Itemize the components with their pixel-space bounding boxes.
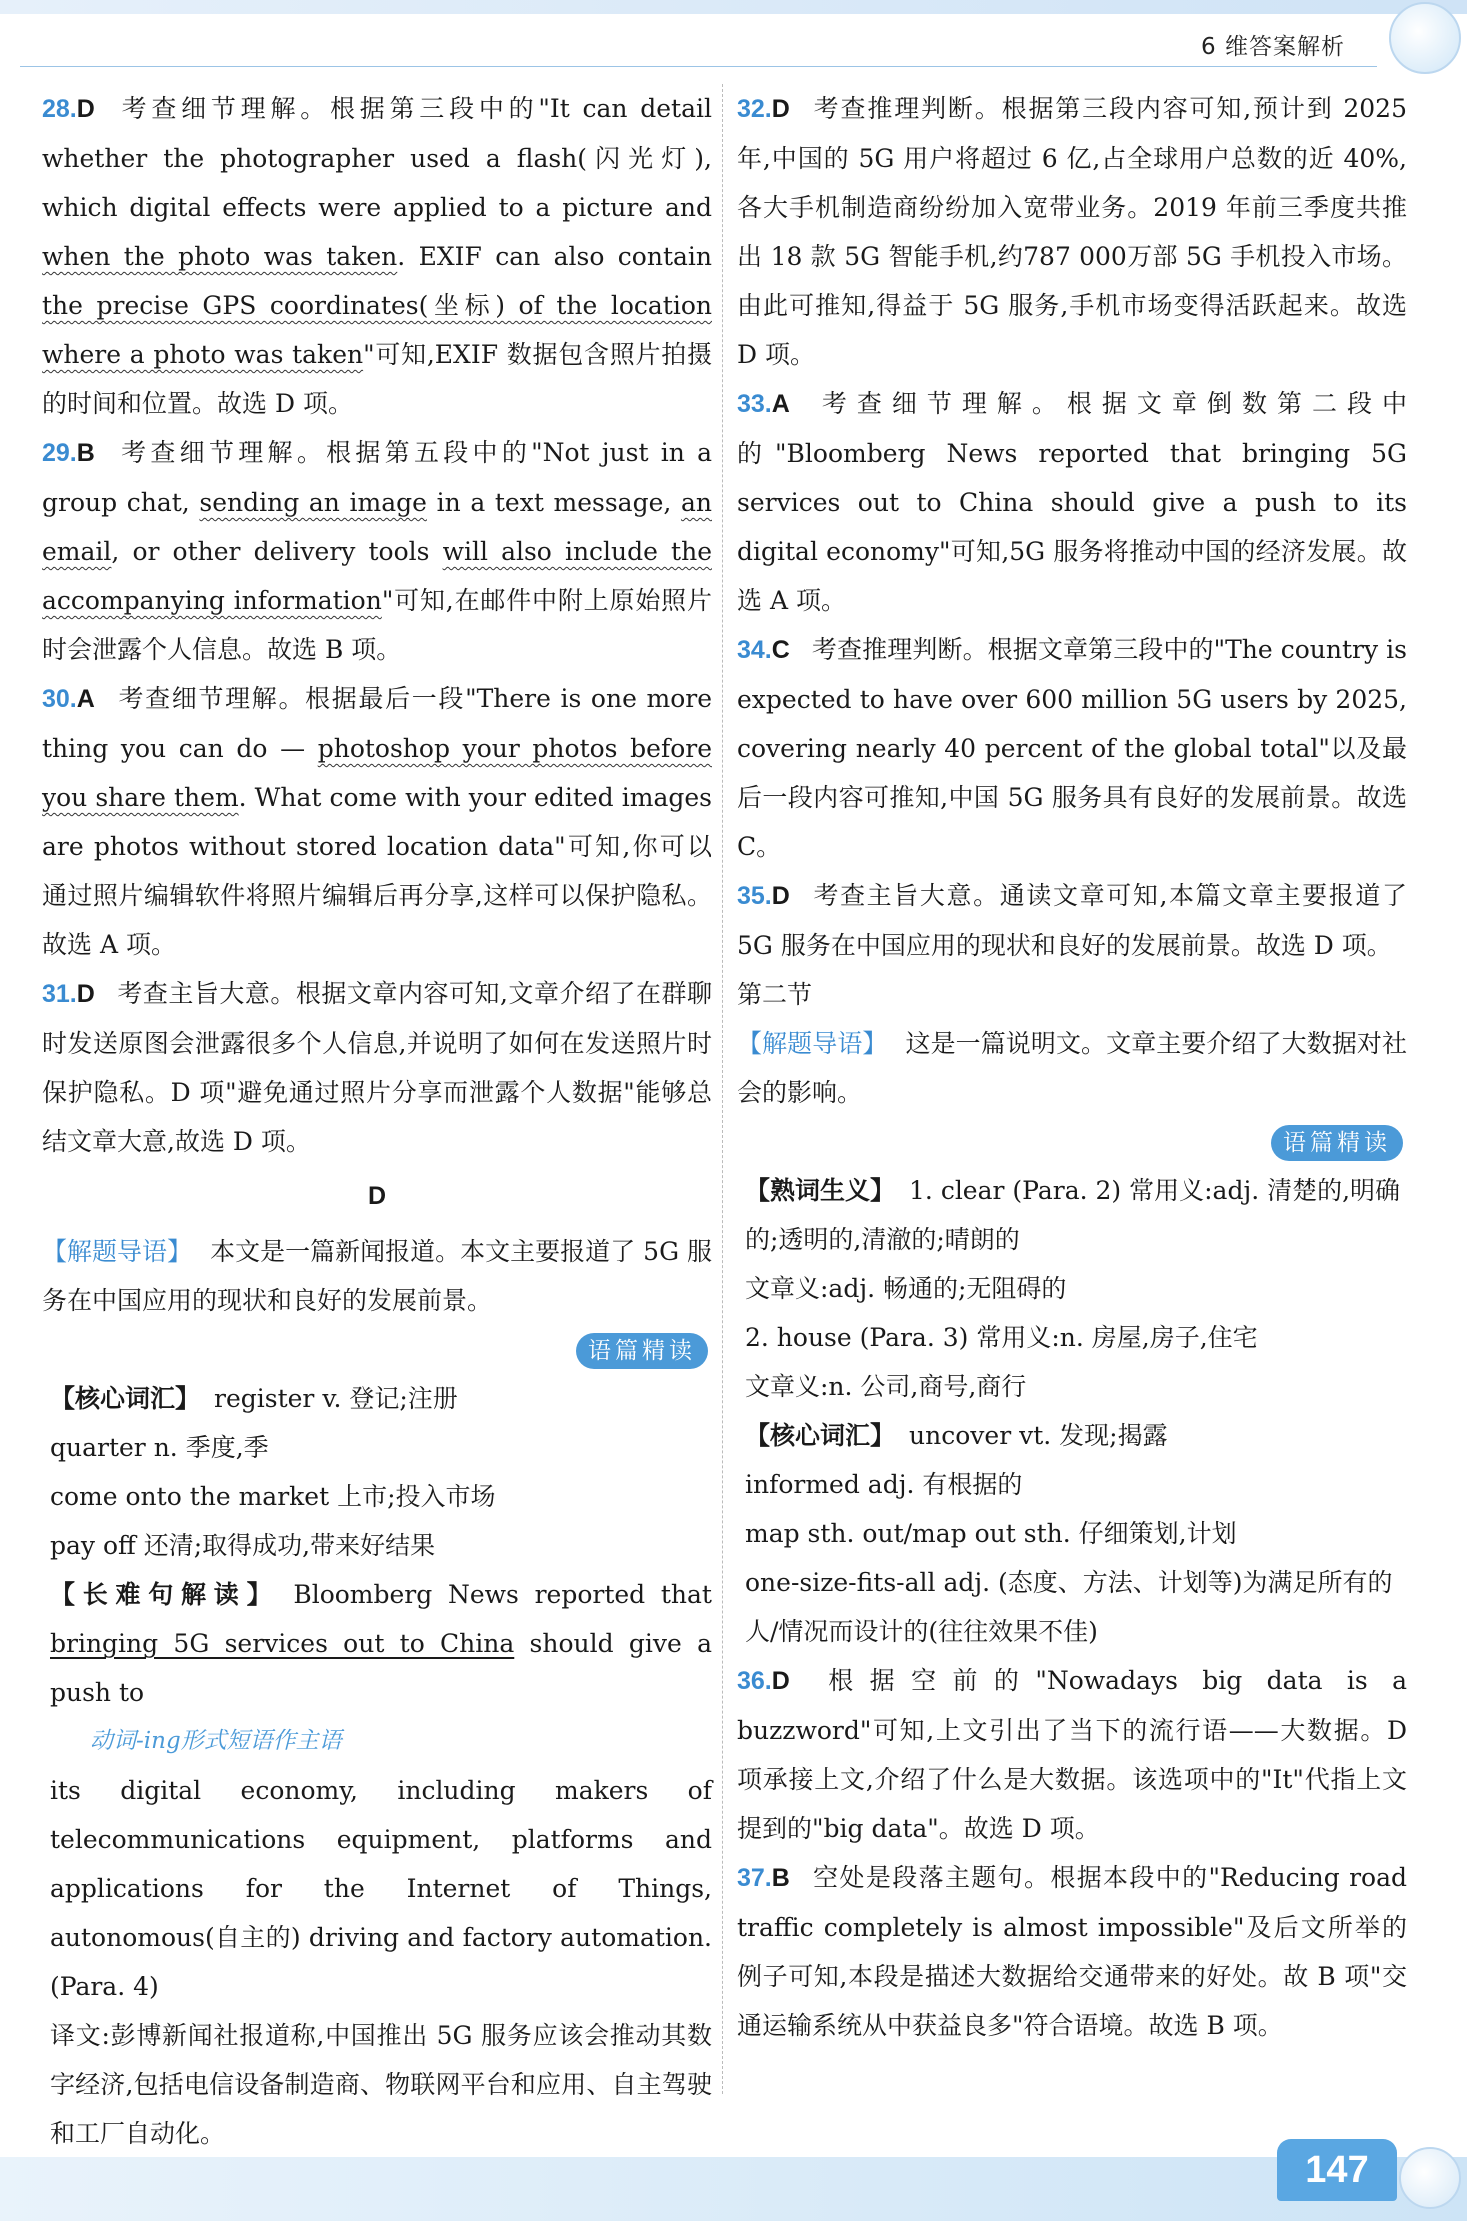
section-heading-2: 第二节: [737, 980, 813, 1009]
answer-33: 33.A 考查细节理解。根据文章倒数第二段中的"Bloomberg News reported that bringing 5G services out to China should give a push to its digital economy"可知,5G 服务将推动中国的经济发展。故选 A 项。: [737, 389, 1407, 615]
guide-paragraph: 【解题导语】 本文是一篇新闻报道。本文主要报道了 5G 服务在中国应用的现状和良好的发展前景。: [42, 1237, 712, 1315]
guide-label-right: 【解题导语】: [737, 1029, 888, 1058]
footer-decor-bar: [0, 2157, 1467, 2221]
answer-28: 28.D 考查细节理解。根据第三段中的"It can detail whether the photographer used a flash(闪光灯), which digital effects were applied to a picture and when the photo was taken. EXIF can also contain the precise GPS coordinates(坐标) of the location where a photo was taken"可知,EXIF 数据包含照片拍摄的时间和位置。故选 D 项。: [42, 94, 713, 418]
vocab-line-4: pay off 还清;取得成功,带来好结果: [50, 1531, 436, 1560]
page-number: 147: [1277, 2139, 1397, 2201]
column-divider: [722, 84, 723, 2094]
familiar-line-4: 文章义:n. 公司,商号,商行: [745, 1372, 1027, 1401]
header-rule: [20, 66, 1377, 67]
grammar-note: 动词-ing形式短语作主语: [90, 1728, 342, 1754]
vocab-right-line-4: one-size-fits-all adj. (态度、方法、计划等)为满足所有的人/情况而设计的(往往效果不佳): [745, 1568, 1393, 1646]
long-sentence-block: 【长难句解读】 Bloomberg News reported that bringing 5G services out to China should give a push to 动词-ing形式短语作主语 its digital economy, including makers of telecommunications equipment, platforms and applications for the Internet of Things, autonomous(自主的) driving and factory automation. (Para. 4) 译文:彭博新闻社报道称,中国推出 5G 服务应该会推动其数字经济,包括电信设备制造商、物联网平台和应用、自主驾驶和工厂自动化。: [42, 1570, 712, 2158]
answer-36: 36.D 根据空前的"Nowadays big data is a buzzword"可知,上文引出了当下的流行语——大数据。D 项承接上文,介绍了什么是大数据。该选项中的"It"代指上文提到的"big data"。故选 D 项。: [737, 1666, 1407, 1843]
core-vocab-block-right: 【核心词汇】 uncover vt. 发现;揭露 informed adj. 有根据的 map sth. out/map out sth. 仔细策划,计划 one-size-fits-all adj. (态度、方法、计划等)为满足所有的人/情况而设计的(往往效果不佳): [737, 1411, 1407, 1656]
mascot-logo-icon: [1389, 2, 1461, 74]
answer-37: 37.B 空处是段落主题句。根据本段中的"Reducing road traffic completely is almost impossible"及后文所举的例子可知,本段是描述大数据给交通带来的好处。故 B 项"交通运输系统从中获益良多"符合语境。故选 B 项。: [737, 1863, 1407, 2040]
vocab-line-1: 【核心词汇】 register v. 登记;注册: [50, 1384, 458, 1413]
close-reading-badge: 语篇精读: [576, 1333, 708, 1369]
mascot-star-icon: [1399, 2147, 1461, 2209]
familiar-line-2: 文章义:adj. 畅通的;无阻碍的: [745, 1274, 1067, 1303]
left-column: [42, 84, 712, 2158]
right-column: [737, 84, 1407, 2050]
answer-35: 35.D 考查主旨大意。通读文章可知,本篇文章主要报道了 5G 服务在中国应用的现状和良好的发展前景。故选 D 项。: [737, 881, 1407, 960]
answer-31: 31.D 考查主旨大意。根据文章内容可知,文章介绍了在群聊时发送原图会泄露很多个人信息,并说明了如何在发送照片时保护隐私。D 项"避免通过照片分享而泄露个人数据"能够总结文章大意,故选 D 项。: [42, 979, 712, 1156]
answer-32: 32.D 考查推理判断。根据第三段内容可知,预计到 2025 年,中国的 5G 用户将超过 6 亿,占全球用户总数的近 40%,各大手机制造商纷纷加入宽带业务。2019 年前三季度共推出 18 款 5G 智能手机,约787 000万部 5G 手机投入市场。由此可推知,得益于 5G 服务,手机市场变得活跃起来。故选 D 项。: [737, 94, 1407, 369]
guide-label: 【解题导语】: [42, 1237, 193, 1266]
answer-29: 29.B 考查细节理解。根据第五段中的"Not just in a group chat, sending an image in a text message, an email, or other delivery tools will also include the accompanying information"可知,在邮件中附上原始照片时会泄露个人信息。故选 B 项。: [42, 438, 712, 664]
core-vocab-block: [42, 1374, 712, 1570]
sentence-continuation: its digital economy, including makers of telecommunications equipment, platforms and applications for the Internet of Things, autonomous(自主的) driving and factory automation. (Para. 4): [50, 1776, 712, 2001]
vocab-right-line-3: map sth. out/map out sth. 仔细策划,计划: [745, 1519, 1237, 1548]
close-reading-badge-right: 语篇精读: [1271, 1125, 1403, 1161]
vocab-line-2: quarter n. 季度,季: [50, 1433, 269, 1462]
top-decor-bar: [0, 0, 1467, 14]
answer-34: 34.C 考查推理判断。根据文章第三段中的"The country is expected to have over 600 million 5G users by 2025, covering nearly 40 percent of the global total"以及最后一段内容可推知,中国 5G 服务具有良好的发展前景。故选 C。: [737, 635, 1407, 861]
translation: 译文:彭博新闻社报道称,中国推出 5G 服务应该会推动其数字经济,包括电信设备制造商、物联网平台和应用、自主驾驶和工厂自动化。: [50, 2021, 712, 2148]
section-heading-d: D: [367, 1182, 387, 1210]
familiar-line-3: 2. house (Para. 3) 常用义:n. 房屋,房子,住宅: [745, 1323, 1258, 1352]
familiar-words-block: 【熟词生义】 1. clear (Para. 2) 常用义:adj. 清楚的,明确的;透明的,清澈的;晴朗的 文章义:adj. 畅通的;无阻碍的 2. house (Para. 3) 常用义:n. 房屋,房子,住宅 文章义:n. 公司,商号,商行: [737, 1166, 1407, 1411]
header-title: 6 维答案解析: [1201, 34, 1345, 60]
vocab-right-line-2: informed adj. 有根据的: [745, 1470, 1023, 1499]
guide-paragraph-right: 【解题导语】 这是一篇说明文。文章主要介绍了大数据对社会的影响。: [737, 1029, 1407, 1107]
answer-30: 30.A 考查细节理解。根据最后一段"There is one more thing you can do — photoshop your photos before you share them. What come with your edited images are photos without stored location data"可知,你可以通过照片编辑软件将照片编辑后再分享,这样可以保护隐私。故选 A 项。: [42, 684, 712, 959]
vocab-line-3: come onto the market 上市;投入市场: [50, 1482, 496, 1511]
